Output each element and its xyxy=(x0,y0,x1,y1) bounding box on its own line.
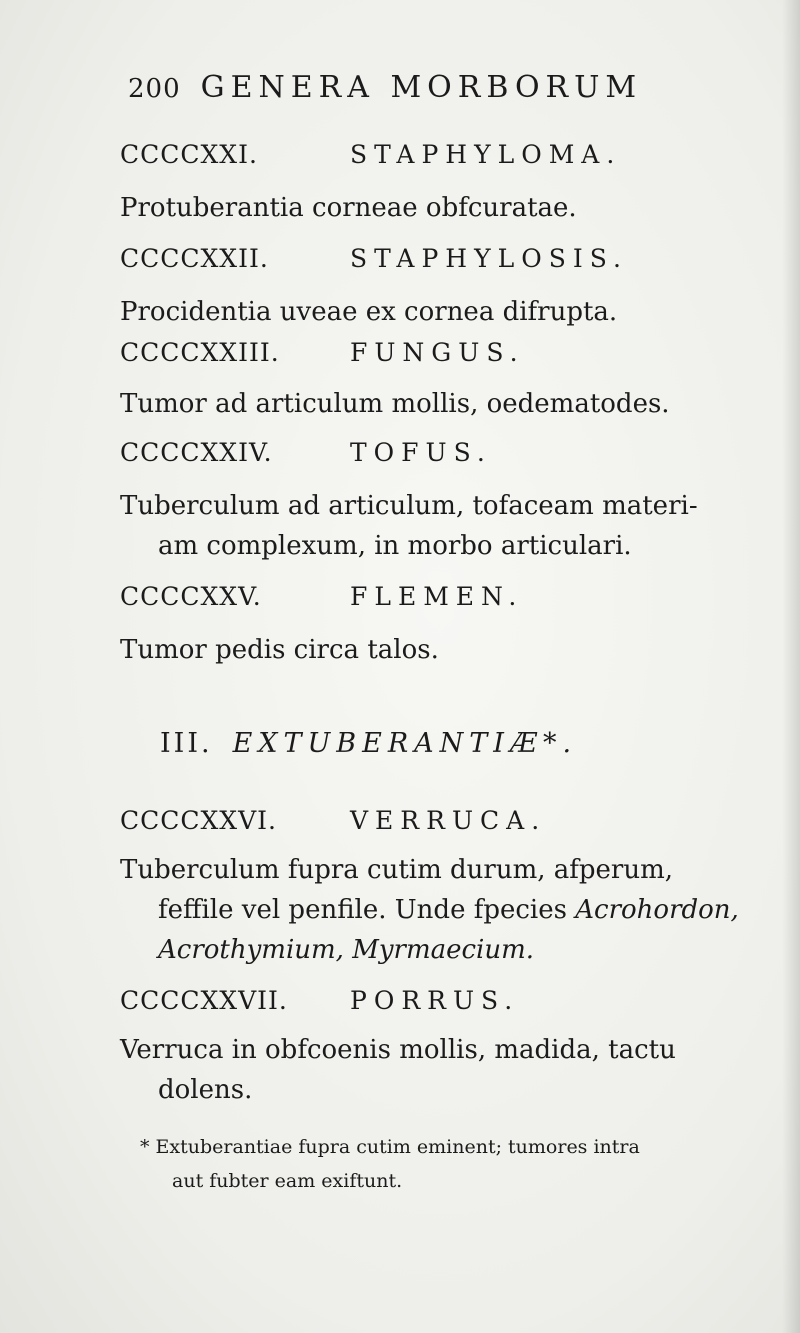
footnote xyxy=(140,1130,780,1198)
description-line xyxy=(120,890,750,930)
section-title: EXTUBERANTIÆ*. xyxy=(232,728,578,759)
section-heading xyxy=(160,728,577,759)
entry-heading xyxy=(120,438,492,467)
entry-description xyxy=(120,384,750,424)
description-line: Tumor ad articulum mollis, oedematodes. xyxy=(120,389,670,419)
entry-name: VERRUCA. xyxy=(350,806,547,835)
entry-number: CCCCXXII. xyxy=(120,244,269,273)
section-numeral: III. xyxy=(160,728,213,759)
entry-heading xyxy=(120,244,628,273)
entry-description xyxy=(120,850,750,970)
description-line: Procidentia uveae ex cornea difrupta. xyxy=(120,297,618,327)
entry-number: CCCCXXI. xyxy=(120,140,258,169)
entry-name: FUNGUS. xyxy=(350,338,525,367)
description-text: feffile vel penfile. Unde fpecies xyxy=(158,895,567,925)
footnote-line: * Extuberantiae fupra cutim eminent; tumores intra xyxy=(140,1136,640,1158)
entry-description xyxy=(120,630,750,670)
description-line: Tuberculum fupra cutim durum, afperum, xyxy=(120,855,674,885)
description-line: Tumor pedis circa talos. xyxy=(120,635,439,665)
description-line: Verruca in obfcoenis mollis, madida, tactu xyxy=(120,1035,676,1065)
entry-name: FLEMEN. xyxy=(350,582,524,611)
entry-name: TOFUS. xyxy=(350,438,492,467)
entry-heading xyxy=(120,582,523,611)
entry-number: CCCCXXVI. xyxy=(120,806,277,835)
page-header xyxy=(128,70,738,105)
entry-description xyxy=(120,1030,750,1110)
entry-description xyxy=(120,292,750,332)
entry-name: STAPHYLOSIS. xyxy=(350,244,628,273)
entry-name: STAPHYLOMA. xyxy=(350,140,622,169)
entry-number: CCCCXXIII. xyxy=(120,338,280,367)
entry-heading xyxy=(120,806,546,835)
description-line: Tuberculum ad articulum, tofaceam materi- xyxy=(120,491,698,521)
species-name: Acrohordon, xyxy=(575,895,739,925)
description-line: dolens. xyxy=(158,1075,253,1105)
running-head: GENERA MORBORUM xyxy=(200,70,643,105)
page-number: 200 xyxy=(128,74,181,104)
entry-description xyxy=(120,486,750,566)
entry-heading xyxy=(120,338,525,367)
description-line: am complexum, in morbo articulari. xyxy=(158,531,632,561)
species-name: Acrothymium, Myrmaecium. xyxy=(158,935,535,965)
entry-description xyxy=(120,188,750,228)
entry-heading xyxy=(120,986,519,1015)
entry-number: CCCCXXV. xyxy=(120,582,262,611)
entry-heading xyxy=(120,140,621,169)
footnote-line: aut fubter eam exiftunt. xyxy=(172,1170,403,1192)
entry-number: CCCCXXVII. xyxy=(120,986,288,1015)
description-line: Protuberantia corneae obfcuratae. xyxy=(120,193,577,223)
page-edge-shadow xyxy=(782,0,800,1333)
entry-name: PORRUS. xyxy=(350,986,520,1015)
entry-number: CCCCXXIV. xyxy=(120,438,273,467)
